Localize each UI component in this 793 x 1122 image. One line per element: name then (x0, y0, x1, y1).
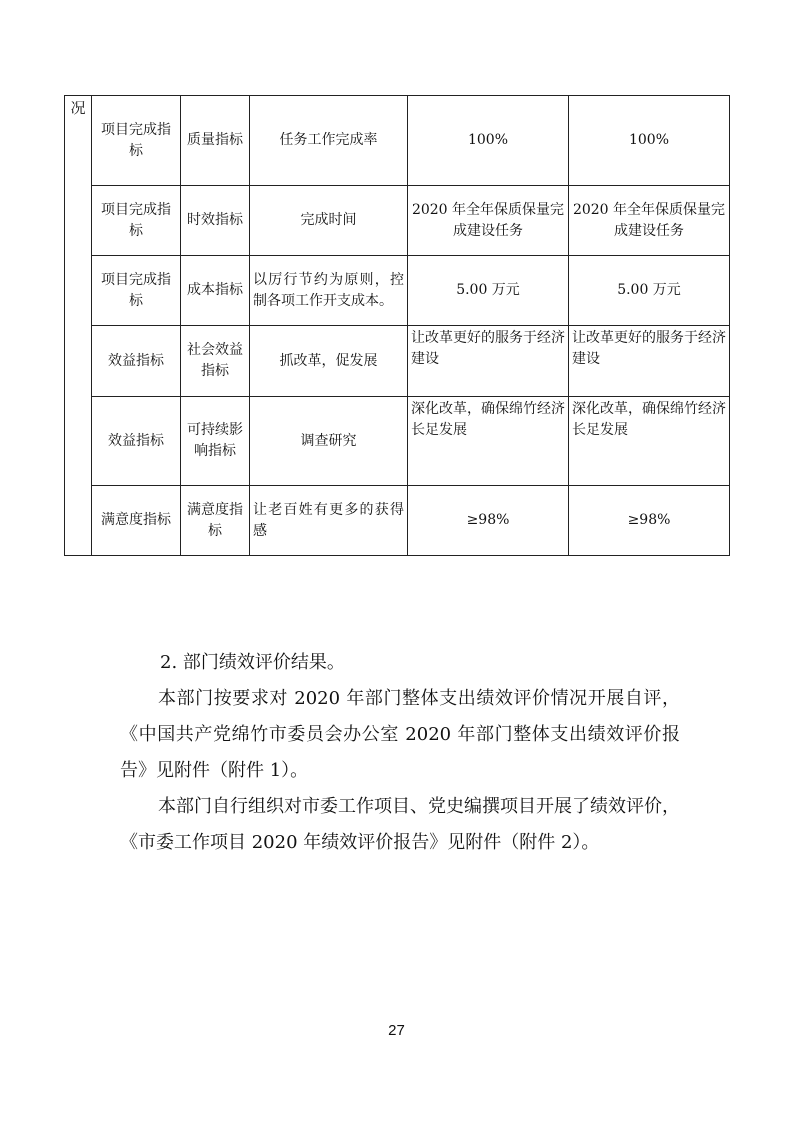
actual-value-cell: 5.00 万元 (569, 256, 730, 326)
actual-value-cell: ≥98% (569, 486, 730, 556)
target-value-cell: 5.00 万元 (408, 256, 569, 326)
section-body (120, 681, 680, 861)
sub-indicator-cell: 质量指标 (181, 96, 250, 186)
indicator-type-cell: 项目完成指标 (92, 186, 181, 256)
indicator-type-cell: 项目完成指标 (92, 256, 181, 326)
indicator-item-cell: 完成时间 (250, 186, 408, 256)
indicator-item-cell: 以厉行节约为原则，控制各项工作开支成本。 (250, 256, 408, 326)
actual-value-cell: 让改革更好的服务于经济建设 (569, 326, 730, 397)
side-label-cell (65, 96, 92, 556)
target-value-cell: ≥98% (408, 486, 569, 556)
page-number: 27 (388, 1022, 405, 1039)
indicator-item-cell: 抓改革，促发展 (250, 326, 408, 397)
target-value-cell: 深化改革，确保绵竹经济长足发展 (408, 397, 569, 486)
table-row (65, 256, 730, 326)
sub-indicator-cell: 时效指标 (181, 186, 250, 256)
indicator-type-cell: 满意度指标 (92, 486, 181, 556)
actual-value-cell: 2020 年全年保质保量完成建设任务 (569, 186, 730, 256)
sub-indicator-cell: 成本指标 (181, 256, 250, 326)
table-row (65, 397, 730, 486)
table-row (65, 186, 730, 256)
performance-indicator-table (64, 95, 730, 556)
section-heading: 2. 部门绩效评价结果。 (160, 652, 345, 673)
paragraph-self-evaluation: 本部门按要求对 2020 年部门整体支出绩效评价情况开展自评，《中国共产党绵竹市委员会办公室 2020 年部门整体支出绩效评价报告》见附件（附件 1）。 (120, 688, 680, 781)
table-row (65, 486, 730, 556)
actual-value-cell: 深化改革，确保绵竹经济长足发展 (569, 397, 730, 486)
target-value-cell: 100% (408, 96, 569, 186)
side-label: 况 (70, 99, 86, 117)
table-row (65, 326, 730, 397)
target-value-cell: 让改革更好的服务于经济建设 (408, 326, 569, 397)
sub-indicator-cell: 满意度指标 (181, 486, 250, 556)
target-value-cell: 2020 年全年保质保量完成建设任务 (408, 186, 569, 256)
indicator-item-cell: 任务工作完成率 (250, 96, 408, 186)
indicator-item-cell: 调查研究 (250, 397, 408, 486)
indicator-type-cell: 效益指标 (92, 326, 181, 397)
indicator-item-cell: 让老百姓有更多的获得感 (250, 486, 408, 556)
actual-value-cell: 100% (569, 96, 730, 186)
paragraph-project-evaluation: 本部门自行组织对市委工作项目、党史编撰项目开展了绩效评价，《市委工作项目 2020 年绩效评价报告》见附件（附件 2）。 (120, 796, 680, 853)
sub-indicator-cell: 可持续影响指标 (181, 397, 250, 486)
sub-indicator-cell: 社会效益指标 (181, 326, 250, 397)
indicator-type-cell: 效益指标 (92, 397, 181, 486)
indicator-type-cell: 项目完成指标 (92, 96, 181, 186)
table-row (65, 96, 730, 186)
